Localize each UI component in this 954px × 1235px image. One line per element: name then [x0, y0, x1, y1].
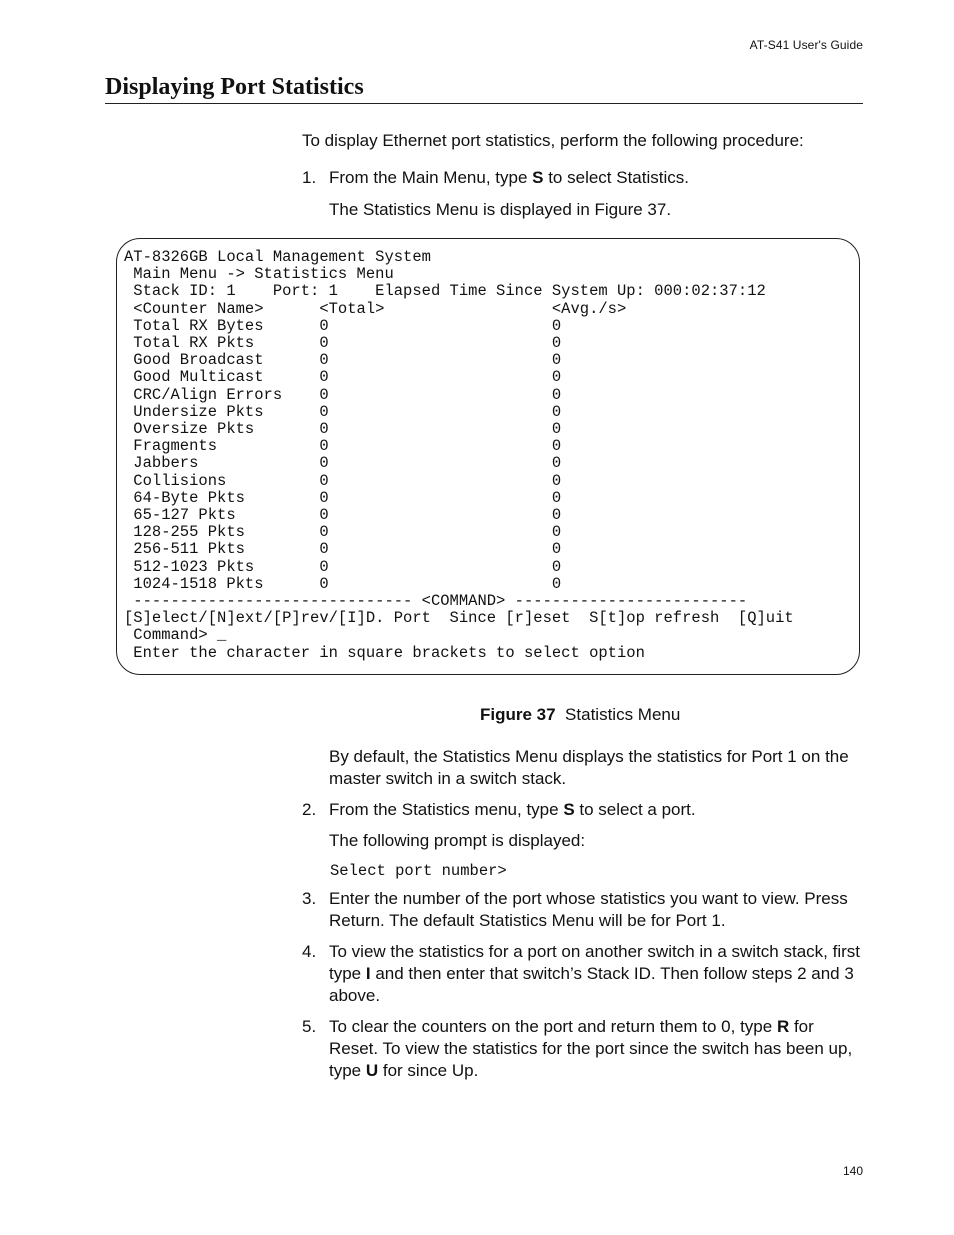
terminal-line: Good Multicast 0 0 [133, 368, 562, 387]
terminal-line: 65-127 Pkts 0 0 [133, 506, 562, 525]
step-number: 4. [302, 942, 317, 961]
terminal-line: Good Broadcast 0 0 [133, 351, 562, 370]
intro-paragraph: To display Ethernet port statistics, perform the following procedure: [302, 131, 804, 150]
figure-title: Statistics Menu [565, 705, 681, 724]
terminal-line: [S]elect/[N]ext/[P]rev/[I]D. Port Since [r]eset S[t]op refresh [Q]uit [124, 609, 794, 628]
key-i: I [365, 964, 371, 983]
terminal-line: Oversize Pkts 0 0 [133, 420, 562, 439]
terminal-line: Main Menu -> Statistics Menu [133, 265, 394, 284]
terminal-line: 1024-1518 Pkts 0 0 [133, 574, 562, 593]
key-s: S [563, 800, 575, 819]
terminal-line: Total RX Bytes 0 0 [133, 316, 562, 335]
step-3-text: Enter the number of the port whose statistics you want to view. Press Return. The default Statistics Menu will be for Port 1. [329, 889, 848, 930]
terminal-line: 256-511 Pkts 0 0 [133, 540, 562, 559]
terminal-line: Stack ID: 1 Port: 1 Elapsed Time Since System Up: 000:02:37:12 [133, 282, 766, 301]
statistics-menu-terminal [116, 238, 860, 675]
terminal-line: AT-8326GB Local Management System [124, 248, 431, 266]
terminal-line: Jabbers 0 0 [133, 454, 562, 473]
running-header: AT-S41 User's Guide [749, 38, 863, 52]
terminal-line: 128-255 Pkts 0 0 [133, 523, 562, 542]
step-5-text: To clear the counters on the port and return them to 0, type R for Reset. To view the statistics for the port since the switch has been up, type U for since Up. [329, 1017, 853, 1080]
step-number: 1. [302, 168, 317, 187]
terminal-line: Undersize Pkts 0 0 [133, 402, 562, 421]
figure-label: Figure 37 [480, 705, 556, 724]
step-number: 5. [302, 1017, 317, 1036]
prompt-code: Select port number> [330, 862, 507, 880]
step-2-text: From the Statistics menu, type S to select a port. [329, 800, 696, 819]
terminal-line: Command> _ [133, 626, 227, 645]
key-u: U [365, 1061, 379, 1080]
terminal-text [124, 249, 794, 662]
key-s: S [532, 168, 544, 187]
terminal-line: ------------------------------ <COMMAND> ------------------------- [133, 592, 748, 611]
page-number: 140 [842, 1164, 863, 1178]
terminal-line: Collisions 0 0 [133, 471, 562, 490]
step-1-text: From the Main Menu, type S to select Statistics. [329, 168, 689, 187]
terminal-line: 64-Byte Pkts 0 0 [133, 488, 562, 507]
terminal-line: CRC/Align Errors 0 0 [133, 385, 562, 404]
terminal-line: Enter the character in square brackets to select option [124, 643, 645, 662]
section-title: Displaying Port Statistics [105, 74, 863, 104]
terminal-line: Total RX Pkts 0 0 [133, 334, 562, 353]
terminal-line: 512-1023 Pkts 0 0 [133, 557, 562, 576]
after-figure-paragraph: By default, the Statistics Menu displays the statistics for Port 1 on the master switch in a switch stack. [329, 747, 849, 788]
key-r: R [776, 1017, 790, 1036]
step-1-note: The Statistics Menu is displayed in Figure 37. [329, 200, 672, 219]
step-4-text: To view the statistics for a port on another switch in a switch stack, first type I and then enter that switch’s Stack ID. Then follow steps 2 and 3 above. [329, 942, 860, 1005]
figure-caption [480, 705, 680, 725]
terminal-line: <Counter Name> <Total> <Avg./s> [133, 299, 627, 318]
step-number: 3. [302, 889, 317, 908]
step-number: 2. [302, 800, 317, 819]
terminal-line: Fragments 0 0 [133, 437, 562, 456]
step-2-note: The following prompt is displayed: [329, 831, 586, 850]
